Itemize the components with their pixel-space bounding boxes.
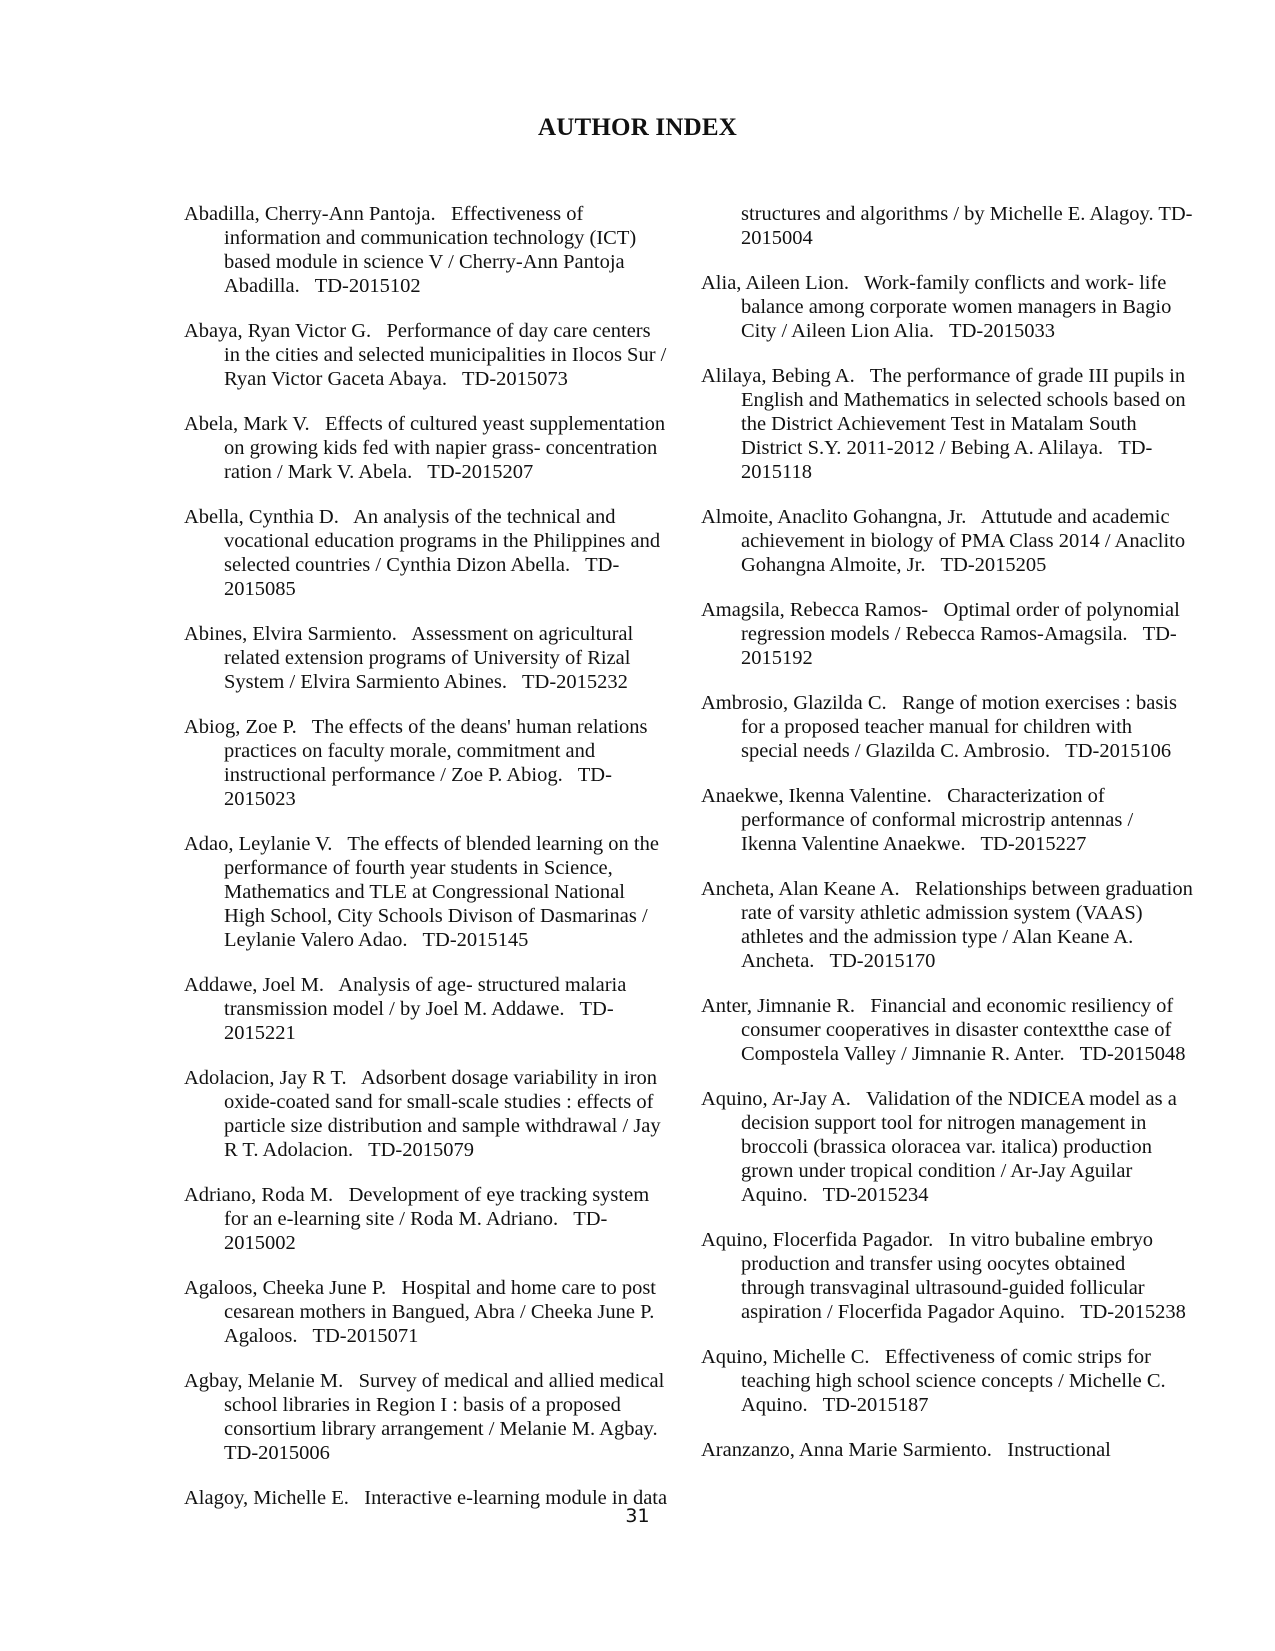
entry-id: TD-2015079 <box>368 1139 474 1161</box>
entry-title: Characterization of performance of conformal microstrip antennas / Ikenna Valentine Anaekwe. <box>741 785 1134 855</box>
entry-id: TD-2015071 <box>312 1325 419 1347</box>
index-entry <box>701 1345 1193 1417</box>
entry-title: Range of motion exercises : basis for a proposed teacher manual for children with special needs / Glazilda C. Ambrosio. <box>741 692 1177 762</box>
entry-title: Assessment on agricultural related extension programs of University of Rizal System / Elvira Sarmiento Abines. <box>224 623 634 693</box>
entry-title: Optimal order of polynomial regression models / Rebecca Ramos-Amagsila. <box>741 599 1180 645</box>
index-entry <box>184 1276 669 1348</box>
index-column-right <box>701 202 1193 1483</box>
index-entry <box>184 202 669 298</box>
entry-title: An analysis of the technical and vocational education programs in the Philippines and selected countries / Cynthia Dizon Abella. <box>224 506 661 576</box>
entry-author: Abines, Elvira Sarmiento. <box>184 623 397 645</box>
entry-id: TD-2015192 <box>741 623 1177 669</box>
index-entry-continuation: structures and algorithms / by Michelle E. Alagoy. TD-2015004 <box>741 203 1193 249</box>
entry-id: TD-2015170 <box>829 950 936 972</box>
entry-author: Anter, Jimnanie R. <box>701 995 856 1017</box>
index-entry <box>184 832 669 952</box>
entry-author: Aranzanzo, Anna Marie Sarmiento. <box>701 1439 992 1461</box>
entry-author: Abiog, Zoe P. <box>184 716 297 738</box>
entry-author: Addawe, Joel M. <box>184 974 325 996</box>
entry-author: Agbay, Melanie M. <box>184 1370 344 1392</box>
entry-id: TD-2015006 <box>224 1442 330 1464</box>
entry-author: Anaekwe, Ikenna Valentine. <box>701 785 932 807</box>
entry-title: Development of eye tracking system for an e-learning site / Roda M. Adriano. <box>224 1184 650 1230</box>
entry-title: Effectiveness of comic strips for teaching high school science concepts / Michelle C. Aquino. <box>741 1346 1166 1416</box>
entry-title: Validation of the NDICEA model as a decision support tool for nitrogen management in broccoli (brassica oloracea var. italica) production grown under tropical condition / Ar-Jay Aguilar Aquino. <box>741 1088 1177 1206</box>
index-entry <box>184 1183 669 1255</box>
index-entry <box>184 715 669 811</box>
index-entry <box>701 1438 1193 1462</box>
entry-id: TD-2015207 <box>427 461 534 483</box>
entry-id: TD-2015145 <box>422 929 529 951</box>
index-entry <box>184 622 669 694</box>
entry-title: The performance of grade III pupils in English and Mathematics in selected schools based on the District Achievement Test in Matalam South District S.Y. 2011-2012 / Bebing A. Alilaya. <box>741 365 1186 459</box>
entry-title: Survey of medical and allied medical school libraries in Region I : basis of a proposed consortium library arrangement / Melanie M. Agbay. <box>224 1370 665 1440</box>
entry-author: Agaloos, Cheeka June P. <box>184 1277 387 1299</box>
entry-id: TD-2015048 <box>1079 1043 1186 1065</box>
page-number: 31 <box>625 1505 650 1527</box>
entry-author: Alia, Aileen Lion. <box>701 272 850 294</box>
entry-id: TD-2015187 <box>822 1394 929 1416</box>
entry-author: Aquino, Ar-Jay A. <box>701 1088 851 1110</box>
entry-title: Adsorbent dosage variability in iron oxide-coated sand for small-scale studies : effects of particle size distribution and sample withdrawal / Jay R T. Adolacion. <box>224 1067 661 1161</box>
index-column-left <box>184 202 669 1531</box>
entry-id: TD-2015106 <box>1065 740 1172 762</box>
entry-title: Hospital and home care to post cesarean mothers in Bangued, Abra / Cheeka June P. Agaloos. <box>224 1277 656 1347</box>
entry-title: Work-family conflicts and work- life balance among corporate women managers in Bagio City / Aileen Lion Alia. <box>741 272 1172 342</box>
entry-author: Ancheta, Alan Keane A. <box>701 878 900 900</box>
entry-title: Attutude and academic achievement in biology of PMA Class 2014 / Anaclito Gohangna Almoite, Jr. <box>741 506 1186 576</box>
entry-author: Almoite, Anaclito Gohangna, Jr. <box>701 506 967 528</box>
entry-title: The effects of blended learning on the performance of fourth year students in Science, Mathematics and TLE at Congressional National High School, City Schools Divison of Dasmarinas / Leylanie Valero Adao. <box>224 833 659 951</box>
entry-id: TD-2015234 <box>822 1184 929 1206</box>
entry-author: Adolacion, Jay R T. <box>184 1067 347 1089</box>
entry-id: TD-2015238 <box>1079 1301 1186 1323</box>
page-title: AUTHOR INDEX <box>538 114 737 141</box>
entry-title: Performance of day care centers in the cities and selected municipalities in Ilocos Sur / Ryan Victor Gaceta Abaya. <box>224 320 667 390</box>
entry-id: TD-2015085 <box>224 554 620 600</box>
index-entry <box>701 1087 1193 1207</box>
index-entry <box>701 877 1193 973</box>
entry-title: Effects of cultured yeast supplementation on growing kids fed with napier grass- concentration ration / Mark V. Abela. <box>224 413 666 483</box>
entry-author: Ambrosio, Glazilda C. <box>701 692 887 714</box>
entry-author: Adriano, Roda M. <box>184 1184 334 1206</box>
index-entry <box>701 691 1193 763</box>
index-entry <box>701 364 1193 484</box>
entry-id: TD-2015221 <box>224 998 614 1044</box>
entry-title: In vitro bubaline embryo production and transfer using oocytes obtained through transvaginal ultrasound-guided follicular aspiration / Flocerfida Pagador Aquino. <box>741 1229 1154 1323</box>
index-entry <box>184 319 669 391</box>
entry-author: Abela, Mark V. <box>184 413 310 435</box>
entry-title: Analysis of age- structured malaria transmission model / by Joel M. Addawe. <box>224 974 627 1020</box>
entry-id: TD-2015227 <box>980 833 1087 855</box>
entry-author: Amagsila, Rebecca Ramos- <box>701 599 929 621</box>
entry-id: TD-2015118 <box>741 437 1153 483</box>
index-entry <box>701 784 1193 856</box>
index-entry <box>701 505 1193 577</box>
entry-author: Alilaya, Bebing A. <box>701 365 855 387</box>
index-entry <box>184 1066 669 1162</box>
entry-id: TD-2015232 <box>522 671 628 693</box>
entry-title: Relationships between graduation rate of varsity athletic admission system (VAAS) athletes and the admission type / Alan Keane A. Ancheta. <box>741 878 1193 972</box>
entry-author: Aquino, Flocerfida Pagador. <box>701 1229 934 1251</box>
index-entry <box>701 1228 1193 1324</box>
index-entry <box>184 1369 669 1465</box>
entry-author: Adao, Leylanie V. <box>184 833 333 855</box>
entry-id: TD-2015102 <box>314 275 421 297</box>
index-entry <box>184 505 669 601</box>
index-entry <box>701 271 1193 343</box>
entry-author: Abaya, Ryan Victor G. <box>184 320 372 342</box>
entry-id: TD-2015002 <box>224 1208 608 1254</box>
index-entry <box>184 412 669 484</box>
entry-title: Instructional <box>1007 1439 1111 1461</box>
entry-author: Abadilla, Cherry-Ann Pantoja. <box>184 203 436 225</box>
entry-author: Abella, Cynthia D. <box>184 506 339 528</box>
index-entry <box>184 973 669 1045</box>
index-entry <box>701 598 1193 670</box>
entry-title: Interactive e-learning module in data <box>364 1487 668 1509</box>
entry-title: The effects of the deans' human relations practices on faculty morale, commitment and instructional performance / Zoe P. Abiog. <box>224 716 648 786</box>
index-entry <box>701 994 1193 1066</box>
entry-title: Financial and economic resiliency of consumer cooperatives in disaster contextthe case of Compostela Valley / Jimnanie R. Anter. <box>741 995 1174 1065</box>
entry-title: Effectiveness of information and communication technology (ICT) based module in science V / Cherry-Ann Pantoja Abadilla. <box>224 203 637 297</box>
entry-author: Aquino, Michelle C. <box>701 1346 870 1368</box>
entry-id: TD-2015073 <box>462 368 568 390</box>
entry-author: Alagoy, Michelle E. <box>184 1487 349 1509</box>
entry-id: TD-2015205 <box>940 554 1047 576</box>
entry-id: TD-2015023 <box>224 764 612 810</box>
entry-id: TD-2015033 <box>949 320 1055 342</box>
